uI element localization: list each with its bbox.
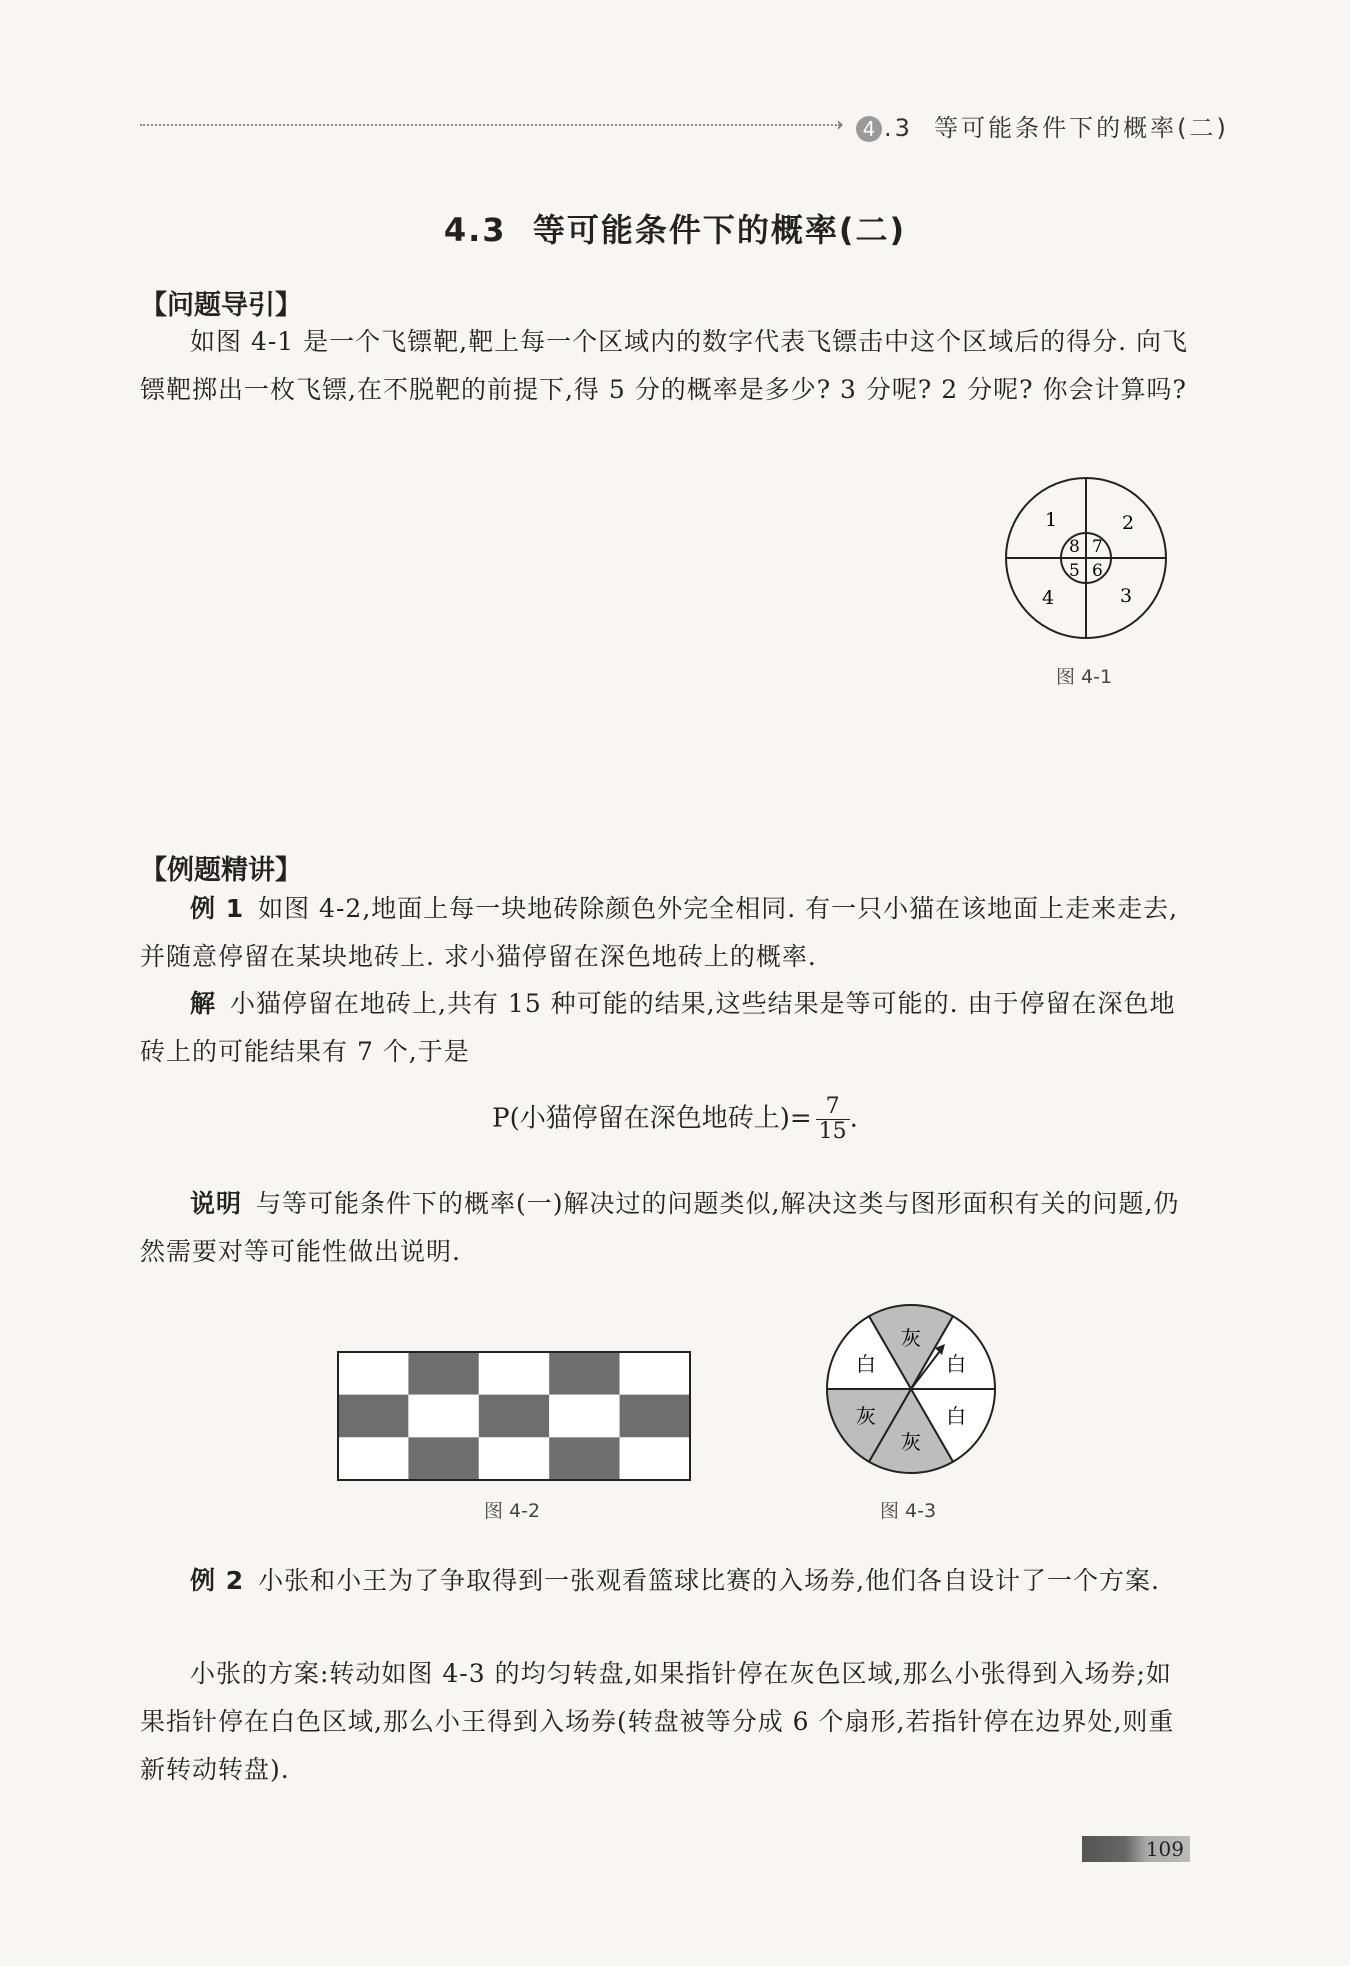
formula-numerator: 7 xyxy=(816,1095,850,1120)
light-tile xyxy=(479,1352,549,1395)
solution-label: 解 xyxy=(190,989,217,1018)
light-tile xyxy=(549,1395,619,1438)
probability-formula xyxy=(0,1095,1350,1144)
dark-tile xyxy=(408,1352,478,1395)
formula-tail: . xyxy=(849,1103,858,1134)
dartboard-figure xyxy=(1000,474,1180,644)
running-header xyxy=(856,108,1229,143)
sector-label: 灰 xyxy=(901,1325,921,1350)
dark-tile xyxy=(338,1395,408,1438)
guide-heading: 【问题导引】 xyxy=(140,290,302,321)
page-number: 109 xyxy=(1082,1836,1190,1862)
formula-denominator: 15 xyxy=(818,1119,847,1144)
sector-label: 白 xyxy=(855,1351,876,1376)
note-1 xyxy=(140,1180,1192,1276)
chapter-number-badge: 4 xyxy=(856,116,882,142)
spinner-figure xyxy=(822,1300,1000,1478)
running-header-title: 等可能条件下的概率(二) xyxy=(934,114,1229,142)
example-2-label: 例 2 xyxy=(190,1566,245,1595)
example-1-text: 如图 4-2,地面上每一块地砖除颜色外完全相同. 有一只小猫在该地面上走来走去,并随意停留在某块地砖上. 求小猫停留在深色地砖上的概率. xyxy=(140,894,1179,971)
formula-fraction xyxy=(816,1095,850,1144)
sector-label: 白 xyxy=(946,1404,967,1429)
solution-text: 小猫停留在地砖上,共有 15 种可能的结果,这些结果是等可能的. 由于停留在深色地砖上的可能结果有 7 个,于是 xyxy=(140,989,1176,1066)
light-tile xyxy=(620,1352,690,1395)
guide-text: 如图 4-1 是一个飞镖靶,靶上每一个区域内的数字代表飞镖击中这个区域后的得分. 向飞镖靶掷出一枚飞镖,在不脱靶的前提下,得 5 分的概率是多少? 3 分呢? 2 分呢? 你会计算吗? xyxy=(140,327,1188,404)
dartboard-label-5: 5 xyxy=(1069,561,1080,581)
dartboard-label-1: 1 xyxy=(1045,509,1058,531)
dartboard-label-7: 7 xyxy=(1092,537,1103,557)
dartboard-label-4: 4 xyxy=(1042,587,1055,609)
example-2 xyxy=(140,1557,1192,1605)
light-tile xyxy=(620,1437,690,1480)
solution-1 xyxy=(140,980,1192,1076)
light-tile xyxy=(408,1395,478,1438)
section-title: 4.3 等可能条件下的概率(二) xyxy=(443,211,907,249)
plan-xiaozhang: 小张的方案:转动如图 4-3 的均匀转盘,如果指针停在灰色区域,那么小张得到入场券;如果指针停在白色区域,那么小王得到入场券(转盘被等分成 6 个扇形,若指针停在边界处,则重新转动转盘). xyxy=(140,1659,1175,1784)
sector-label: 白 xyxy=(946,1351,967,1376)
example-2-text: 小张和小王为了争取得到一张观看篮球比赛的入场券,他们各自设计了一个方案. xyxy=(258,1566,1161,1595)
dark-tile xyxy=(549,1437,619,1480)
header-arrow-icon: › xyxy=(836,112,844,136)
header-rule xyxy=(140,124,840,126)
light-tile xyxy=(479,1437,549,1480)
dartboard-label-3: 3 xyxy=(1120,585,1133,607)
running-header-section: .3 xyxy=(884,114,913,142)
dartboard-label-6: 6 xyxy=(1092,561,1103,581)
light-tile xyxy=(338,1437,408,1480)
note-label: 说明 xyxy=(190,1189,243,1218)
floor-tiles-figure xyxy=(336,1350,692,1482)
note-text: 与等可能条件下的概率(一)解决过的问题类似,解决这类与图形面积有关的问题,仍然需要对等可能性做出说明. xyxy=(140,1189,1180,1266)
sector-label: 灰 xyxy=(855,1404,876,1429)
sector-label: 灰 xyxy=(901,1430,921,1455)
examples-heading: 【例题精讲】 xyxy=(140,855,302,886)
figure-4-3-caption: 图 4-3 xyxy=(880,1500,937,1522)
dark-tile xyxy=(408,1437,478,1480)
figure-4-1-caption: 图 4-1 xyxy=(1056,666,1113,688)
dark-tile xyxy=(549,1352,619,1395)
formula-lhs: P(小猫停留在深色地砖上)= xyxy=(492,1103,812,1134)
dartboard-label-8: 8 xyxy=(1069,537,1080,557)
example-1-label: 例 1 xyxy=(190,894,245,923)
example-1 xyxy=(140,885,1192,981)
dark-tile xyxy=(620,1395,690,1438)
light-tile xyxy=(338,1352,408,1395)
dartboard-label-2: 2 xyxy=(1122,512,1135,534)
figure-4-2-caption: 图 4-2 xyxy=(484,1500,541,1522)
dark-tile xyxy=(479,1395,549,1438)
